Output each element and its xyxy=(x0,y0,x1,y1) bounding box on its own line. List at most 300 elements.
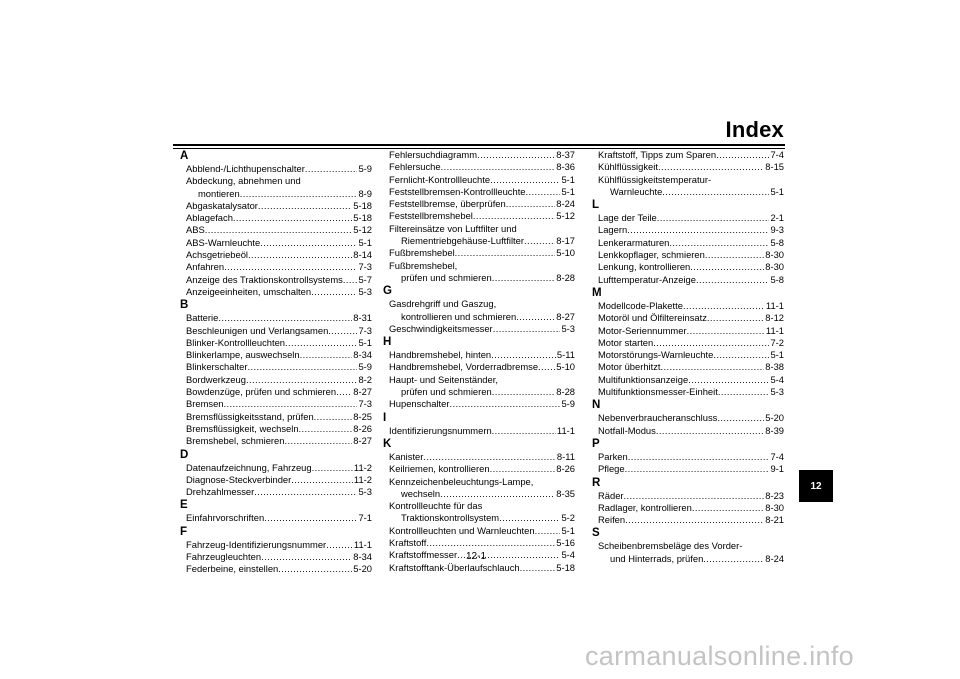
index-entry-page: 5-9 xyxy=(358,361,372,373)
dot-leader xyxy=(336,386,352,398)
index-entry-term: Datenaufzeichnung, Fahrzeug xyxy=(186,461,312,473)
dot-leader xyxy=(300,349,353,361)
index-entry xyxy=(180,551,372,563)
index-entry-page: 5-8 xyxy=(770,273,784,285)
index-entry-term: Bordwerkzeug xyxy=(186,373,246,385)
index-letter: L xyxy=(592,199,600,212)
dot-leader xyxy=(628,451,770,463)
index-entry-page: 5-1 xyxy=(770,349,784,361)
dot-leader xyxy=(516,311,555,323)
dot-leader xyxy=(490,174,560,186)
index-entry-term: Motor überhitzt xyxy=(598,361,661,373)
dot-leader xyxy=(423,451,556,463)
index-entry-term: Radlager, kontrollieren xyxy=(598,501,692,513)
index-entry-term: Handbremshebel, hinten xyxy=(389,349,492,361)
index-entry xyxy=(180,286,372,298)
dot-leader xyxy=(246,374,358,386)
index-entry xyxy=(592,249,784,261)
index-entry xyxy=(180,386,372,398)
index-entry-page: 8-12 xyxy=(765,312,784,324)
index-entry-term: Kraftstoffmesser xyxy=(389,549,458,561)
index-entry-term: Nebenverbraucheranschluss xyxy=(598,412,718,424)
index-entry-page: 5-3 xyxy=(770,386,784,398)
index-column-2 xyxy=(383,149,575,574)
index-entry xyxy=(180,374,372,386)
index-letter: K xyxy=(383,437,392,450)
dot-leader xyxy=(205,224,352,236)
index-entry-term: Warnleuchte xyxy=(610,185,663,197)
index-entry-page: 5-11 xyxy=(556,349,575,361)
index-entry-term: Reifen xyxy=(598,514,626,526)
index-entry-term: kontrollieren und schmieren xyxy=(401,310,517,322)
index-entry-page: 5-1 xyxy=(358,236,372,248)
index-entry-page: 8-21 xyxy=(765,514,784,526)
index-entry xyxy=(383,149,575,161)
index-entry-term: Feststellbremshebel xyxy=(389,210,473,222)
index-entry-page: 5-20 xyxy=(353,563,372,575)
index-entry xyxy=(383,210,575,222)
index-entry xyxy=(180,237,372,249)
index-entry xyxy=(592,149,784,161)
dot-leader xyxy=(260,237,357,249)
index-entry-page: 8-37 xyxy=(556,149,575,160)
index-entry-page: 8-25 xyxy=(353,410,372,422)
index-letter: I xyxy=(383,411,387,424)
index-entry-term: Abgaskatalysator xyxy=(186,199,258,211)
dot-leader xyxy=(535,525,561,537)
dot-leader xyxy=(491,349,556,361)
index-entry-term: Motorstörungs-Warnleuchte xyxy=(598,349,714,361)
index-entry-page: 5-8 xyxy=(770,236,784,248)
dot-leader xyxy=(449,398,560,410)
index-entry xyxy=(180,312,372,324)
index-entry xyxy=(383,488,575,500)
index-entry-term: Notfall-Modus xyxy=(598,424,656,436)
watermark: carmanualsonline.info xyxy=(585,641,854,671)
index-entry-page: 5-12 xyxy=(556,210,575,222)
index-entry-term: Motor-Seriennummer xyxy=(598,324,687,336)
index-entry-term: Kontrollleuchten und Warnleuchten xyxy=(389,524,535,536)
index-entry-page: 5-16 xyxy=(556,537,575,549)
index-entry-page: 8-31 xyxy=(353,312,372,324)
index-entry-term: Modellcode-Plakette xyxy=(598,299,683,311)
dot-leader xyxy=(687,325,765,337)
index-entry-page: 8-27 xyxy=(353,435,372,447)
dot-leader xyxy=(285,337,357,349)
index-entry xyxy=(383,512,575,524)
dot-leader xyxy=(492,425,556,437)
index-entry-page: 5-4 xyxy=(561,549,575,561)
index-entry-page: 5-1 xyxy=(770,185,784,197)
index-entry xyxy=(180,261,372,273)
dot-leader xyxy=(426,537,555,549)
index-entry-term: Riementriebgehäuse-Luftfilter xyxy=(401,235,524,247)
index-entry xyxy=(383,398,575,410)
index-entry-page: 5-7 xyxy=(358,273,372,285)
dot-leader xyxy=(493,323,561,335)
index-entry xyxy=(180,200,372,212)
index-entry xyxy=(180,486,372,498)
index-entry-term: Lagern xyxy=(598,224,628,236)
index-entry xyxy=(592,337,784,349)
dot-leader xyxy=(538,361,555,373)
index-entry-term: Bremsflüssigkeit, wechseln xyxy=(186,422,299,434)
index-entry xyxy=(592,312,784,324)
index-letter: D xyxy=(180,448,189,461)
index-entry xyxy=(383,537,575,549)
dot-leader xyxy=(326,539,353,551)
index-entry xyxy=(180,398,372,410)
index-entry xyxy=(592,274,784,286)
index-entry-term: Blinker-Kontrollleuchten xyxy=(186,336,286,348)
index-entry-page: 5-9 xyxy=(358,163,372,174)
index-entry-page: 5-18 xyxy=(353,212,372,224)
index-entry-term: prüfen und schmieren xyxy=(401,271,492,283)
index-letter: H xyxy=(383,336,392,349)
index-entry-term: Keilriemen, kontrollieren xyxy=(389,463,490,475)
dot-leader xyxy=(490,463,556,475)
index-entry-page: 5-3 xyxy=(561,322,575,334)
index-entry xyxy=(383,161,575,173)
dot-leader xyxy=(656,425,764,437)
index-entry-term: Multifunktionsanzeige xyxy=(598,373,689,385)
index-entry-term: Achsgetriebeöl xyxy=(186,249,249,261)
dot-leader xyxy=(627,224,769,236)
index-entry xyxy=(383,272,575,284)
dot-leader xyxy=(264,512,357,524)
index-letter: P xyxy=(592,437,600,450)
index-entry-page: 5-2 xyxy=(561,512,575,524)
index-entry-page: 5-12 xyxy=(353,224,372,236)
index-entry xyxy=(383,323,575,335)
dot-leader xyxy=(248,249,352,261)
index-entry-term: Blinkerschalter xyxy=(186,361,248,373)
index-entry xyxy=(180,435,372,447)
index-entry-term: Hupenschalter xyxy=(389,398,450,410)
index-entry-term: Pflege xyxy=(598,463,625,475)
index-letter: R xyxy=(592,476,601,489)
index-entry-term: prüfen und schmieren xyxy=(401,386,492,398)
index-entry xyxy=(180,163,372,175)
index-entry-page: 8-35 xyxy=(556,487,575,499)
index-entry-term: Fehlersuchdiagramm xyxy=(389,149,478,160)
dot-leader xyxy=(311,286,357,298)
dot-leader xyxy=(247,361,357,373)
index-entry-page: 7-3 xyxy=(358,324,372,336)
index-entry-page: 8-2 xyxy=(358,373,372,385)
page-number: 12-1 xyxy=(466,551,487,562)
dot-leader xyxy=(314,411,353,423)
index-entry-term: Feststellbremse, überprüfen xyxy=(389,198,506,210)
dot-leader xyxy=(305,163,358,175)
index-entry-page: 7-3 xyxy=(358,398,372,410)
dot-leader xyxy=(258,200,352,212)
dot-leader xyxy=(284,435,352,447)
index-entry-page: 8-17 xyxy=(556,235,575,247)
index-entry-term: wechseln xyxy=(401,487,441,499)
index-entry xyxy=(180,349,372,361)
index-entry-heading: Kontrollleuchte für das xyxy=(389,500,483,512)
index-letter: M xyxy=(592,286,602,299)
index-entry-term: Bremsflüssigkeitsstand, prüfen xyxy=(186,410,314,422)
index-entry-page: 8-27 xyxy=(556,310,575,322)
dot-leader xyxy=(625,514,764,526)
dot-leader xyxy=(657,212,770,224)
index-entry xyxy=(180,563,372,575)
dot-leader xyxy=(692,502,764,514)
index-entry-page: 8-15 xyxy=(765,161,784,173)
dot-leader xyxy=(440,488,555,500)
index-entry xyxy=(383,311,575,323)
dot-leader xyxy=(662,186,769,198)
index-entry xyxy=(383,425,575,437)
index-entry-page: 11-2 xyxy=(353,461,372,473)
index-entry xyxy=(592,300,784,312)
dot-leader xyxy=(688,374,769,386)
index-entry xyxy=(383,451,575,463)
index-entry-page: 5-4 xyxy=(770,373,784,385)
index-entry-page: 2-1 xyxy=(770,212,784,224)
index-entry-page: 5-1 xyxy=(358,336,372,348)
dot-leader xyxy=(224,398,358,410)
index-entry xyxy=(180,212,372,224)
index-entry xyxy=(383,198,575,210)
dot-leader xyxy=(524,235,555,247)
index-entry xyxy=(592,374,784,386)
dot-leader xyxy=(653,337,769,349)
dot-leader xyxy=(661,361,765,373)
dot-leader xyxy=(291,474,353,486)
index-entry-page: 5-1 xyxy=(561,524,575,536)
index-entry-page: 7-4 xyxy=(770,149,784,160)
index-entry-term: Fernlicht-Kontrollleuchte xyxy=(389,173,491,185)
index-letter: A xyxy=(180,150,189,162)
index-entry-term: montieren xyxy=(198,187,240,199)
index-letter: G xyxy=(383,285,392,298)
index-entry xyxy=(592,237,784,249)
index-entry-term: Lenkkopflager, schmieren xyxy=(598,249,705,261)
index-entry xyxy=(592,386,784,398)
index-entry-page: 8-14 xyxy=(353,249,372,261)
index-entry xyxy=(383,386,575,398)
index-entry-term: Bremsen xyxy=(186,398,224,410)
index-entry-page: 8-30 xyxy=(765,501,784,513)
index-entry-term: Anfahren xyxy=(186,261,225,273)
index-entry-term: Räder xyxy=(598,489,624,501)
index-entry-page: 8-27 xyxy=(353,386,372,398)
index-entry-term: Blinkerlampe, auswechseln xyxy=(186,349,300,361)
index-entry xyxy=(383,235,575,247)
index-entry xyxy=(592,502,784,514)
index-entry-heading: Fußbremshebel, xyxy=(389,259,458,271)
index-entry xyxy=(180,539,372,551)
dot-leader xyxy=(690,261,764,273)
dot-leader xyxy=(717,412,764,424)
index-entry-page: 9-1 xyxy=(770,463,784,475)
index-entry-term: ABS-Warnleuchte xyxy=(186,236,261,248)
index-entry-term: Kraftstofftank-Überlaufschlauch xyxy=(389,561,520,573)
index-entry-heading: Gasdrehgriff und Gaszug, xyxy=(389,298,497,310)
index-letter: N xyxy=(592,399,601,412)
index-entry xyxy=(592,349,784,361)
index-entry-heading: Haupt- und Seitenständer, xyxy=(389,373,498,385)
index-entry xyxy=(180,423,372,435)
index-letter: E xyxy=(180,499,188,512)
index-entry xyxy=(592,553,784,565)
index-entry xyxy=(592,425,784,437)
index-column-1 xyxy=(180,149,372,576)
index-entry-term: Bowdenzüge, prüfen und schmieren xyxy=(186,386,337,398)
index-entry-page: 8-34 xyxy=(353,551,372,563)
index-entry xyxy=(180,249,372,261)
index-entry-page: 5-9 xyxy=(561,398,575,410)
index-entry-term: Federbeine, einstellen xyxy=(186,563,279,575)
index-entry-page: 8-26 xyxy=(353,422,372,434)
dot-leader xyxy=(526,186,561,198)
index-entry-page: 8-38 xyxy=(765,361,784,373)
index-entry xyxy=(592,212,784,224)
dot-leader xyxy=(218,312,352,324)
index-entry-term: und Hinterrads, prüfen xyxy=(610,552,704,564)
index-entry-page: 8-24 xyxy=(765,552,784,564)
dot-leader xyxy=(240,188,358,200)
dot-leader xyxy=(492,272,556,284)
index-entry xyxy=(383,463,575,475)
dot-leader xyxy=(441,161,556,173)
index-entry xyxy=(592,451,784,463)
index-entry-page: 8-39 xyxy=(765,424,784,436)
index-entry-term: Fahrzeugleuchten xyxy=(186,551,262,563)
index-entry-term: Diagnose-Steckverbinder xyxy=(186,473,292,485)
index-entry xyxy=(592,261,784,273)
dot-leader xyxy=(705,249,764,261)
index-entry-page: 8-11 xyxy=(556,450,575,462)
index-column-3 xyxy=(592,149,784,565)
index-entry xyxy=(180,274,372,286)
index-entry xyxy=(383,247,575,259)
dot-leader xyxy=(520,562,556,574)
index-entry-term: Motoröl und Ölfiltereinsatz xyxy=(598,312,707,324)
index-entry xyxy=(592,490,784,502)
index-entry-page: 7-2 xyxy=(770,336,784,348)
index-entry xyxy=(592,186,784,198)
index-entry xyxy=(180,512,372,524)
index-entry-page: 9-3 xyxy=(770,224,784,236)
index-entry xyxy=(383,525,575,537)
index-entry xyxy=(383,361,575,373)
index-entry xyxy=(592,161,784,173)
index-entry-term: Lenkung, kontrollieren xyxy=(598,261,691,273)
header-rule xyxy=(173,144,785,146)
index-entry-page: 5-18 xyxy=(556,561,575,573)
chapter-tab: 12 xyxy=(799,470,833,502)
index-entry-term: Kühlflüssigkeit xyxy=(598,161,658,173)
index-entry-page: 11-1 xyxy=(765,299,784,311)
index-entry-page: 5-10 xyxy=(556,247,575,259)
index-entry-heading: Kennzeichenbeleuchtungs-Lampe, xyxy=(389,475,534,487)
dot-leader xyxy=(696,274,769,286)
index-entry-term: Identifizierungsnummern xyxy=(389,424,492,436)
index-letter: B xyxy=(180,299,189,312)
index-entry-term: Geschwindigkeitsmesser xyxy=(389,322,493,334)
dot-leader xyxy=(713,349,769,361)
index-entry xyxy=(180,411,372,423)
index-entry-page: 5-3 xyxy=(358,285,372,297)
index-entry-page: 11-2 xyxy=(353,473,372,485)
dot-leader xyxy=(328,325,357,337)
index-entry-heading: Scheibenbremsbeläge des Vorder- xyxy=(598,540,743,552)
index-entry-page: 8-30 xyxy=(765,261,784,273)
index-entry-term: Motor starten xyxy=(598,336,654,348)
dot-leader xyxy=(343,274,358,286)
index-entry-page: 11-1 xyxy=(556,424,575,436)
dot-leader xyxy=(683,300,765,312)
index-entry-page: 5-18 xyxy=(353,199,372,211)
index-entry-page: 7-3 xyxy=(358,261,372,273)
page-title: Index xyxy=(725,117,784,142)
index-entry xyxy=(180,462,372,474)
dot-leader xyxy=(707,312,764,324)
dot-leader xyxy=(669,237,769,249)
index-entry-term: Anzeigeeinheiten, umschalten xyxy=(186,285,312,297)
index-entry-term: Anzeige des Traktionskontrollsystems xyxy=(186,273,343,285)
index-entry-page: 8-28 xyxy=(556,386,575,398)
index-entry xyxy=(180,361,372,373)
index-entry-heading: Filtereinsätze von Luftfilter und xyxy=(389,222,517,234)
index-entry-page: 8-24 xyxy=(556,198,575,210)
index-entry-page: 8-34 xyxy=(353,349,372,361)
index-entry xyxy=(592,463,784,475)
index-entry-term: Kraftstoff xyxy=(389,537,427,549)
index-entry xyxy=(180,188,372,200)
index-entry xyxy=(383,349,575,361)
index-entry-term: Ablagefach xyxy=(186,212,233,224)
index-entry-term: Beschleunigen und Verlangsamen xyxy=(186,324,329,336)
dot-leader xyxy=(312,462,353,474)
index-entry-page: 5-1 xyxy=(561,173,575,185)
index-entry-term: Batterie xyxy=(186,312,219,324)
index-entry xyxy=(180,224,372,236)
index-entry-page: 11-1 xyxy=(765,324,784,336)
dot-leader xyxy=(716,149,769,161)
dot-leader xyxy=(658,161,764,173)
index-entry-term: Lenkerarmaturen xyxy=(598,236,670,248)
index-entry-page: 8-30 xyxy=(765,249,784,261)
index-entry xyxy=(592,412,784,424)
index-entry-term: Drehzahlmesser xyxy=(186,486,255,498)
index-entry-page: 5-10 xyxy=(556,361,575,373)
index-entry xyxy=(592,514,784,526)
index-entry-term: Fehlersuche xyxy=(389,161,441,173)
index-entry-term: Abblend-/Lichthupenschalter xyxy=(186,163,305,174)
index-entry-page: 5-1 xyxy=(561,185,575,197)
dot-leader xyxy=(625,463,770,475)
dot-leader xyxy=(624,490,765,502)
dot-leader xyxy=(506,198,556,210)
index-entry-page: 7-4 xyxy=(770,450,784,462)
index-entry-term: Bremshebel, schmieren xyxy=(186,435,285,447)
dot-leader xyxy=(278,563,352,575)
index-entry-heading: Kühlflüssigkeitstemperatur- xyxy=(598,173,712,185)
index-entry-term: Fahrzeug-Identifizierungsnummer xyxy=(186,538,327,550)
index-entry-page: 5-3 xyxy=(358,486,372,498)
index-entry xyxy=(180,325,372,337)
index-entry-page: 8-36 xyxy=(556,161,575,173)
index-entry-term: Einfahrvorschriften xyxy=(186,512,265,524)
index-entry-term: Fußbremshebel xyxy=(389,247,455,259)
index-entry-page: 8-23 xyxy=(765,489,784,501)
dot-leader xyxy=(455,247,556,259)
